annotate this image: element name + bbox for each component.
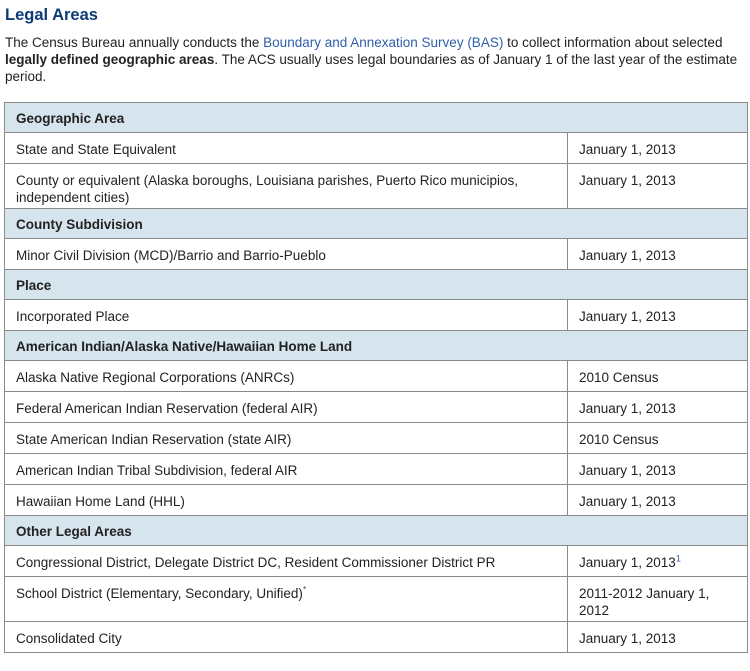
area-cell: American Indian Tribal Subdivision, federal AIR xyxy=(5,454,568,485)
section-header-row xyxy=(5,209,748,239)
date-cell: 2010 Census xyxy=(568,423,748,454)
date-cell: January 1, 2013 xyxy=(568,622,748,653)
area-cell: State and State Equivalent xyxy=(5,133,568,164)
table-row xyxy=(5,392,748,423)
area-cell: State American Indian Reservation (state AIR) xyxy=(5,423,568,454)
date-cell: January 1, 2013 xyxy=(568,133,748,164)
page-title: Legal Areas xyxy=(5,6,98,24)
section-heading: Geographic Area xyxy=(5,103,748,133)
section-heading: Other Legal Areas xyxy=(5,516,748,546)
intro-bold-text: legally defined geographic areas xyxy=(5,52,215,67)
table-row xyxy=(5,423,748,454)
date-cell: January 1, 2013 xyxy=(568,454,748,485)
area-cell: Congressional District, Delegate District DC, Resident Commissioner District PR xyxy=(5,546,568,577)
intro-text-3: . The ACS usually uses legal boundaries as of January 1 of the last year of the estimate period. xyxy=(5,52,738,84)
intro-text-1: The Census Bureau annually conducts the xyxy=(5,35,264,50)
section-heading: American Indian/Alaska Native/Hawaiian Home Land xyxy=(5,331,748,361)
bas-link[interactable]: Boundary and Annexation Survey (BAS) xyxy=(263,35,504,50)
legal-areas-table xyxy=(4,102,748,653)
table-row xyxy=(5,622,748,653)
area-text: School District (Elementary, Secondary, Unified) xyxy=(16,586,303,601)
section-heading: Place xyxy=(5,270,748,300)
date-cell: 2010 Census xyxy=(568,361,748,392)
date-cell: January 1, 2013 xyxy=(568,300,748,331)
area-cell: Federal American Indian Reservation (federal AIR) xyxy=(5,392,568,423)
table-row xyxy=(5,164,748,209)
section-header-row xyxy=(5,516,748,546)
date-cell: January 1, 2013 xyxy=(568,485,748,516)
table-row xyxy=(5,133,748,164)
date-cell: January 1, 2013 xyxy=(568,239,748,270)
intro-text-2: to collect information about selected xyxy=(503,35,723,50)
area-cell: County or equivalent (Alaska boroughs, Louisiana parishes, Puerto Rico municipios, independent cities) xyxy=(5,164,568,209)
area-cell: Hawaiian Home Land (HHL) xyxy=(5,485,568,516)
area-cell: Incorporated Place xyxy=(5,300,568,331)
area-cell: Minor Civil Division (MCD)/Barrio and Barrio-Pueblo xyxy=(5,239,568,270)
date-cell: January 1, 2013 xyxy=(568,164,748,209)
area-cell: Alaska Native Regional Corporations (ANRCs) xyxy=(5,361,568,392)
footnote-1-link[interactable]: 1 xyxy=(675,553,681,564)
date-text: January 1, 2013 xyxy=(579,555,676,570)
section-header-row xyxy=(5,103,748,133)
section-header-row xyxy=(5,270,748,300)
date-cell: 2011-2012 January 1, 2012 xyxy=(568,577,748,622)
table-row xyxy=(5,485,748,516)
footnote-asterisk: * xyxy=(302,584,307,595)
area-cell xyxy=(5,577,568,622)
date-cell xyxy=(568,546,748,577)
table-row xyxy=(5,361,748,392)
table-row xyxy=(5,454,748,485)
table-row xyxy=(5,546,748,577)
area-cell: Consolidated City xyxy=(5,622,568,653)
date-cell: January 1, 2013 xyxy=(568,392,748,423)
intro-paragraph xyxy=(5,34,743,85)
table-row xyxy=(5,577,748,622)
table-row xyxy=(5,239,748,270)
section-heading: County Subdivision xyxy=(5,209,748,239)
section-header-row xyxy=(5,331,748,361)
table-row xyxy=(5,300,748,331)
